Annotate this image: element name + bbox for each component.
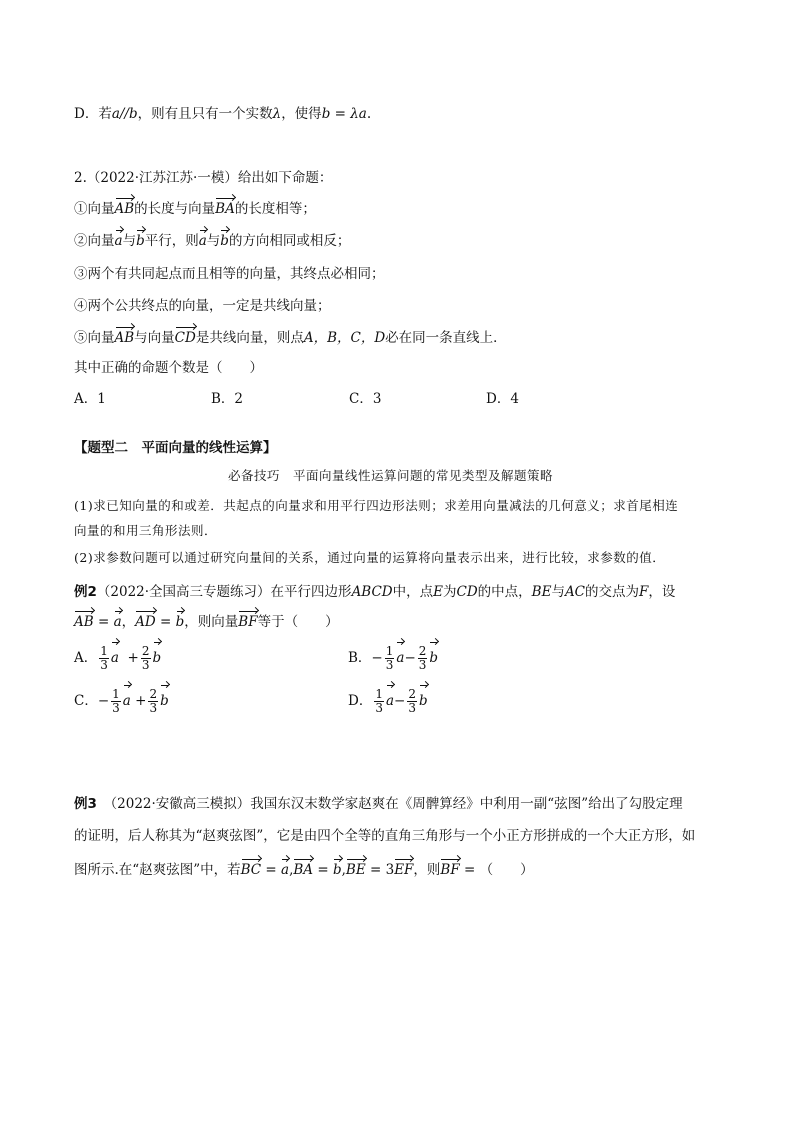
math-expression: a//b	[111, 106, 138, 122]
example-3-line1	[74, 794, 683, 814]
sign: −	[371, 650, 383, 666]
vector-symbol: a	[281, 862, 290, 878]
text: 图所示.在“赵爽弦图”中，若	[74, 862, 241, 878]
example-2-option-d[interactable]	[348, 686, 428, 716]
text: ，设	[648, 584, 676, 600]
denominator: 3	[375, 701, 383, 715]
example-2-option-a[interactable]	[74, 643, 161, 673]
text: ，则有且只有一个实数	[137, 106, 273, 122]
text: 与	[551, 584, 565, 600]
point-labels: A，B，C，D	[303, 330, 386, 346]
numerator: 2	[418, 644, 427, 658]
text: 的长度相等；	[234, 201, 316, 217]
q2-proposition-3: ③两个有共同起点而且相等的向量，其终点必相同；	[74, 266, 385, 282]
text: ①向量	[74, 201, 115, 217]
text: 是共线向量，则点	[195, 330, 304, 346]
vector-symbol: a	[198, 233, 207, 249]
vector-symbol: AB	[114, 201, 135, 217]
denominator: 3	[149, 701, 158, 715]
tip-title: 必备技巧 平面向量线性运算问题的常见类型及解题策略	[228, 468, 554, 483]
fraction	[407, 688, 417, 715]
text: （2022·全国高三专题练习）在平行四边形	[96, 584, 352, 600]
vector-symbol: BA	[293, 862, 314, 878]
operator: +	[135, 693, 147, 709]
math-symbol: F	[639, 584, 649, 600]
vector-symbol: b	[419, 686, 428, 716]
vector-symbol: b	[153, 643, 162, 673]
text: ,	[341, 862, 346, 878]
operator: +	[127, 650, 139, 666]
numerator: 2	[149, 687, 158, 701]
text: 与向量	[134, 330, 175, 346]
text: ⑤向量	[74, 330, 115, 346]
numerator: 1	[385, 644, 394, 658]
operator: −	[404, 650, 416, 666]
text: 平行，则	[144, 233, 199, 249]
example-2-option-c[interactable]	[74, 686, 169, 716]
vector-symbol: b	[160, 686, 169, 716]
q2-stem: 2.（2022·江苏江苏·一模）给出如下命题：	[74, 170, 333, 186]
vector-symbol: b	[332, 862, 342, 878]
vector-symbol: EF	[394, 862, 414, 878]
q2-option-c[interactable]: C．3	[349, 391, 382, 407]
option-letter: A．	[74, 650, 98, 666]
denominator: 3	[112, 701, 120, 715]
text: 与	[122, 233, 137, 249]
fraction	[111, 688, 121, 715]
tip-point-1-line1: (1)求已知向量的和或差．共起点的向量求和用平行四边形法则；求差用向量减法的几何意义；求首尾相连	[74, 498, 679, 513]
vector-symbol: b	[175, 614, 185, 630]
text: 的长度与向量	[134, 201, 216, 217]
math-symbol: BE	[531, 584, 552, 600]
option-letter: D．	[348, 693, 373, 709]
vector-symbol: a	[386, 686, 394, 716]
text: 必在同一条直线上．	[385, 330, 507, 346]
example-label: 例2	[74, 584, 97, 600]
vector-symbol: a	[396, 643, 404, 673]
vector-symbol: AD	[135, 614, 156, 630]
q2-proposition-4: ④两个公共终点的向量，一定是共线向量；	[74, 298, 331, 314]
fraction	[99, 645, 109, 672]
numerator: 1	[375, 687, 383, 701]
text: ②向量	[74, 233, 115, 249]
text: ，使得	[281, 106, 322, 122]
fraction	[418, 645, 428, 672]
example-2-stem	[74, 582, 675, 602]
q2-option-a[interactable]: A．1	[74, 391, 106, 407]
vector-symbol: b	[136, 233, 145, 249]
example-2-stem-line2	[74, 612, 339, 632]
numerator: 2	[408, 687, 416, 701]
vector-symbol: BC	[240, 862, 262, 878]
q2-proposition-1	[74, 199, 316, 219]
q2-question: 其中正确的命题个数是（ ）	[74, 360, 263, 376]
text: ，则向量	[184, 614, 239, 630]
text: = 3	[365, 862, 395, 878]
example-2-option-b[interactable]	[348, 643, 438, 673]
denominator: 3	[408, 701, 416, 715]
text: =	[93, 614, 114, 630]
vector-symbol: BE	[345, 862, 366, 878]
option-letter: C．	[74, 693, 98, 709]
denominator: 3	[385, 658, 394, 672]
vector-symbol: b	[429, 643, 438, 673]
numerator: 1	[100, 644, 108, 658]
vector-symbol: BA	[215, 201, 235, 217]
vector-symbol: b	[220, 233, 229, 249]
math-symbol: λ	[272, 106, 282, 122]
math-symbol: AC	[564, 584, 586, 600]
option-letter: B．	[348, 650, 372, 666]
tip-point-2: (2)求参数问题可以通过研究向量间的关系，通过向量的运算将向量表示出来，进行比较，求参数的值．	[74, 550, 666, 565]
example-label: 例3	[74, 796, 97, 812]
text: 的交点为	[585, 584, 640, 600]
vector-symbol: a	[114, 233, 123, 249]
text: （2022·安徽高三模拟）我国东汉末数学家赵爽在《周髀算经》中利用一副“弦图”给出了勾股定理	[96, 796, 683, 812]
text: 等于（ ）	[257, 614, 339, 630]
tip-point-1-line2: 向量的和用三角形法则．	[74, 523, 218, 538]
vector-symbol: a	[111, 643, 119, 673]
example-3-line2: 的证明，后人称其为“赵爽弦图”，它是由四个全等的直角三角形与一个小正方形拼成的一个大正方形，如	[74, 828, 696, 844]
text: D．若	[74, 106, 112, 122]
text: .	[366, 106, 372, 122]
math-symbol: CD	[456, 584, 478, 600]
fraction	[148, 688, 158, 715]
text: ，	[121, 614, 136, 630]
vector-symbol: a	[123, 686, 131, 716]
math-expression: b = λa	[321, 106, 367, 122]
vector-symbol: AB	[74, 614, 94, 630]
text: 的方向相同或相反；	[228, 233, 351, 249]
math-symbol: E	[433, 584, 443, 600]
q2-option-d[interactable]: D．4	[486, 391, 519, 407]
text: 的中点，	[477, 584, 532, 600]
vector-symbol: BF	[440, 862, 460, 878]
vector-symbol: BF	[238, 614, 258, 630]
vector-symbol: AB	[114, 330, 135, 346]
text: =	[155, 614, 176, 630]
denominator: 3	[100, 658, 108, 672]
text: ，则	[413, 862, 441, 878]
fraction	[385, 645, 395, 672]
q2-option-b[interactable]: B．2	[211, 391, 244, 407]
numerator: 1	[112, 687, 120, 701]
q2-proposition-2	[74, 231, 350, 251]
vector-symbol: CD	[174, 330, 196, 346]
text: =	[261, 862, 282, 878]
vector-symbol: a	[113, 614, 122, 630]
text: = （ ）	[459, 862, 534, 878]
operator: −	[394, 693, 406, 709]
sign: −	[97, 693, 110, 709]
q2-proposition-5	[74, 328, 507, 348]
section-title: 【题型二 平面向量的线性运算】	[74, 440, 277, 456]
math-symbol: ABCD	[351, 584, 393, 600]
numerator: 2	[141, 644, 150, 658]
denominator: 3	[418, 658, 427, 672]
text: ,	[289, 862, 294, 878]
text: =	[313, 862, 333, 878]
q1-option-d	[74, 104, 371, 124]
denominator: 3	[141, 658, 150, 672]
text: 与	[206, 233, 221, 249]
text: 中，点	[392, 584, 434, 600]
fraction	[374, 688, 384, 715]
example-3-line3	[74, 860, 534, 880]
fraction	[141, 645, 151, 672]
text: 为	[443, 584, 457, 600]
